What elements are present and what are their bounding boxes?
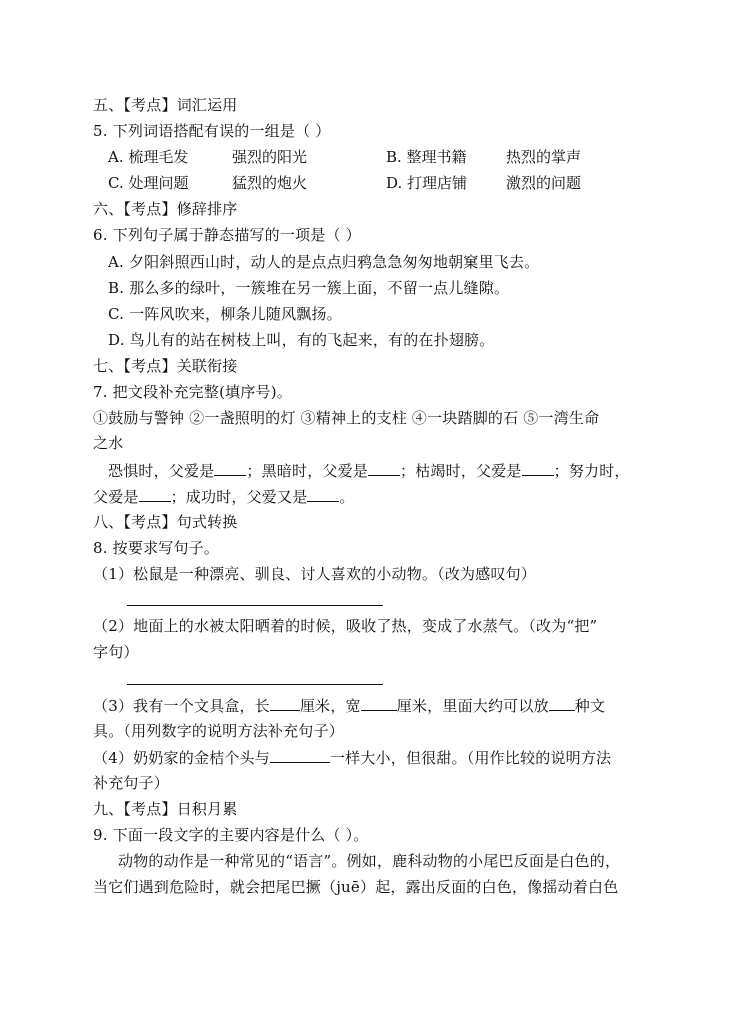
passage-line1: 动物的动作是一种常见的“语言”。例如，鹿科动物的小尾巴反面是白色的， <box>118 852 621 870</box>
option-5c-label: C. 处理问题 <box>108 174 189 192</box>
answer-line-8-1[interactable] <box>127 605 383 606</box>
option-6d: D. 鸟儿有的站在树枝上叫，有的飞起来，有的在扑翅膀。 <box>108 331 495 349</box>
fill-blank-3[interactable] <box>522 461 554 476</box>
option-5a-pair: 强烈的阳光 <box>232 148 308 166</box>
fill-text-fear: 恐惧时，父爱是 <box>108 462 215 480</box>
subquestion-8-3-line2: 具。（用列数字的说明方法补充句子） <box>93 722 344 740</box>
subquestion-8-1: （1）松鼠是一种漂亮、驯良、讨人喜欢的小动物。（改为感叹句） <box>93 565 537 583</box>
fill-text-father: 父爱是 <box>93 488 139 506</box>
section-9-heading: 九、【考点】日积月累 <box>93 800 238 818</box>
question-9: 9. 下面一段文字的主要内容是什么（ ）。 <box>93 826 369 844</box>
subquestion-8-4-line1 <box>93 748 611 767</box>
fill-paragraph-line1 <box>108 461 630 480</box>
q3-text-width: 厘米，宽 <box>299 697 361 715</box>
question-6: 6. 下列句子属于静态描写的一项是（ ） <box>93 226 361 244</box>
subquestion-8-4-line2: 补充句子） <box>93 774 170 792</box>
question-7: 7. 把文段补充完整(填序号)。 <box>93 383 292 401</box>
fill-text-success: ；成功时，父爱又是 <box>170 488 308 506</box>
q3-text-capacity: 厘米，里面大约可以放 <box>396 697 549 715</box>
blank-length[interactable] <box>270 696 300 711</box>
option-5a-label: A. 梳理毛发 <box>108 148 189 166</box>
option-6b: B. 那么多的绿叶，一簇堆在另一簇上面，不留一点儿缝隙。 <box>108 279 510 297</box>
fill-paragraph-line2 <box>93 487 355 506</box>
q3-text-tail: 种文 <box>574 697 606 715</box>
fill-text-dry: ；枯竭时，父爱是 <box>400 462 522 480</box>
option-5b-pair: 热烈的掌声 <box>506 148 582 166</box>
subquestion-8-3-line1 <box>93 696 605 715</box>
fill-blank-4[interactable] <box>139 487 171 502</box>
option-5c-pair: 猛烈的炮火 <box>232 174 308 192</box>
section-5-heading: 五、【考点】词汇运用 <box>93 96 238 114</box>
blank-width[interactable] <box>361 696 397 711</box>
fill-blank-1[interactable] <box>214 461 246 476</box>
subquestion-8-2-line1: （2）地面上的水被太阳晒着的时候，吸收了热，变成了水蒸气。（改为“把” <box>93 617 598 635</box>
q4-text-head: （4）奶奶家的金桔个头与 <box>93 749 270 767</box>
fill-text-end: 。 <box>339 488 355 506</box>
question-5: 5. 下列词语搭配有误的一组是（ ） <box>93 122 331 140</box>
blank-count[interactable] <box>549 696 575 711</box>
section-8-heading: 八、【考点】句式转换 <box>93 513 238 531</box>
q3-text-length: （3）我有一个文具盒，长 <box>93 697 270 715</box>
choice-list-line2: 之水 <box>93 434 124 452</box>
option-5d-label: D. 打理店铺 <box>386 174 468 192</box>
section-7-heading: 七、【考点】关联衔接 <box>93 357 238 375</box>
blank-compare[interactable] <box>270 748 330 763</box>
subquestion-8-2-line2: 字句） <box>93 643 139 661</box>
question-8: 8. 按要求写句子。 <box>93 539 220 557</box>
choice-list-line1: ①鼓励与警钟 ②一盏照明的灯 ③精神上的支柱 ④一块踏脚的石 ⑤一湾生命 <box>93 409 600 427</box>
option-6a: A. 夕阳斜照西山时，动人的是点点归鸦急急匆匆地朝窠里飞去。 <box>108 253 540 271</box>
option-6c: C. 一阵风吹来，柳条儿随风飘扬。 <box>108 305 342 323</box>
option-5b-label: B. 整理书籍 <box>386 148 467 166</box>
fill-text-dark: ；黑暗时，父爱是 <box>246 462 369 480</box>
option-5d-pair: 激烈的问题 <box>506 174 582 192</box>
fill-text-effort: ；努力时， <box>553 462 630 480</box>
answer-line-8-2[interactable] <box>127 684 383 685</box>
q4-text-tail: 一样大小，但很甜。（用作比较的说明方法 <box>329 749 612 767</box>
section-6-heading: 六、【考点】修辞排序 <box>93 200 238 218</box>
fill-blank-5[interactable] <box>307 487 339 502</box>
passage-line2: 当它们遇到危险时，就会把尾巴撅（juē）起，露出反面的白色，像摇动着白色 <box>93 878 619 896</box>
fill-blank-2[interactable] <box>368 461 400 476</box>
